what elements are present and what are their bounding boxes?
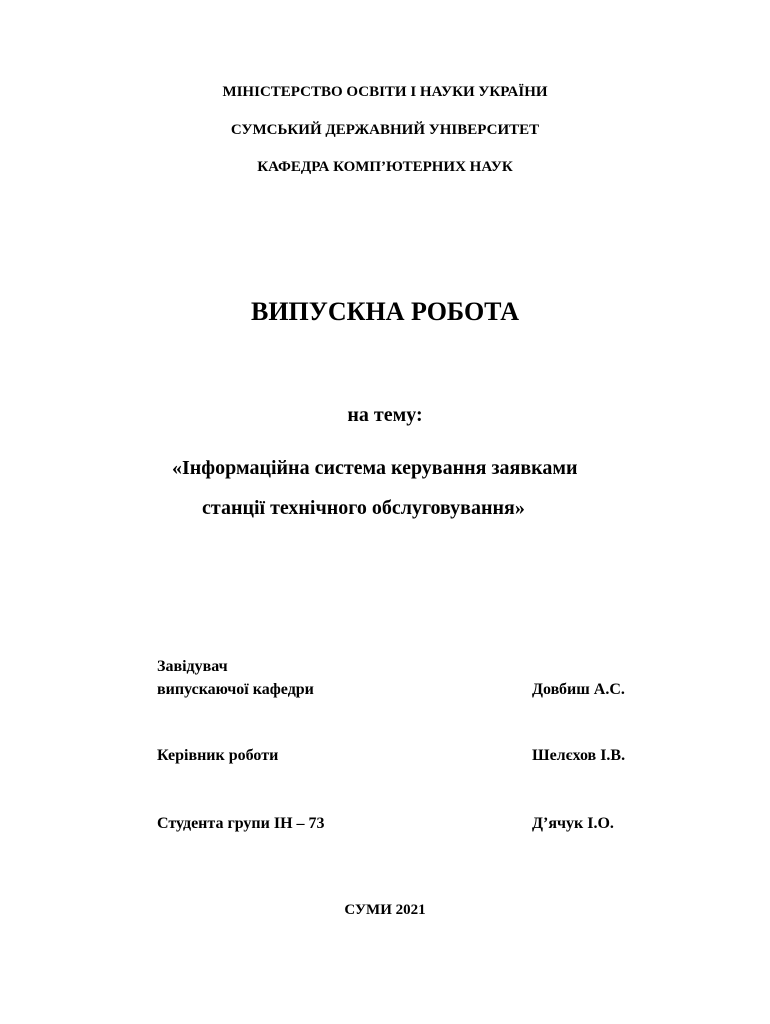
student-name: Д’ячук І.О. [532,815,614,832]
city-year: СУМИ 2021 [344,902,426,918]
department-heading: КАФЕДРА КОМП’ЮТЕРНИХ НАУК [257,159,513,175]
ministry-heading: МІНІСТЕРСТВО ОСВІТИ І НАУКИ УКРАЇНИ [222,84,548,100]
topic-label: на тему: [347,404,423,426]
topic-line-2: станції технічного обслуговування» [202,497,525,519]
document-title: ВИПУСКНА РОБОТА [250,297,519,326]
head-role-line-2: випускаючої кафедри [157,681,314,698]
supervisor-role: Керівник роботи [157,747,279,764]
student-role: Студента групи ІН – 73 [157,815,325,832]
head-name: Довбиш А.С. [532,681,625,698]
topic-line-1: «Інформаційна система керування заявками [172,457,578,479]
head-role-line-1: Завідувач [157,658,228,675]
university-heading: СУМСЬКИЙ ДЕРЖАВНИЙ УНІВЕРСИТЕТ [230,122,540,138]
supervisor-name: Шелєхов І.В. [532,747,626,764]
